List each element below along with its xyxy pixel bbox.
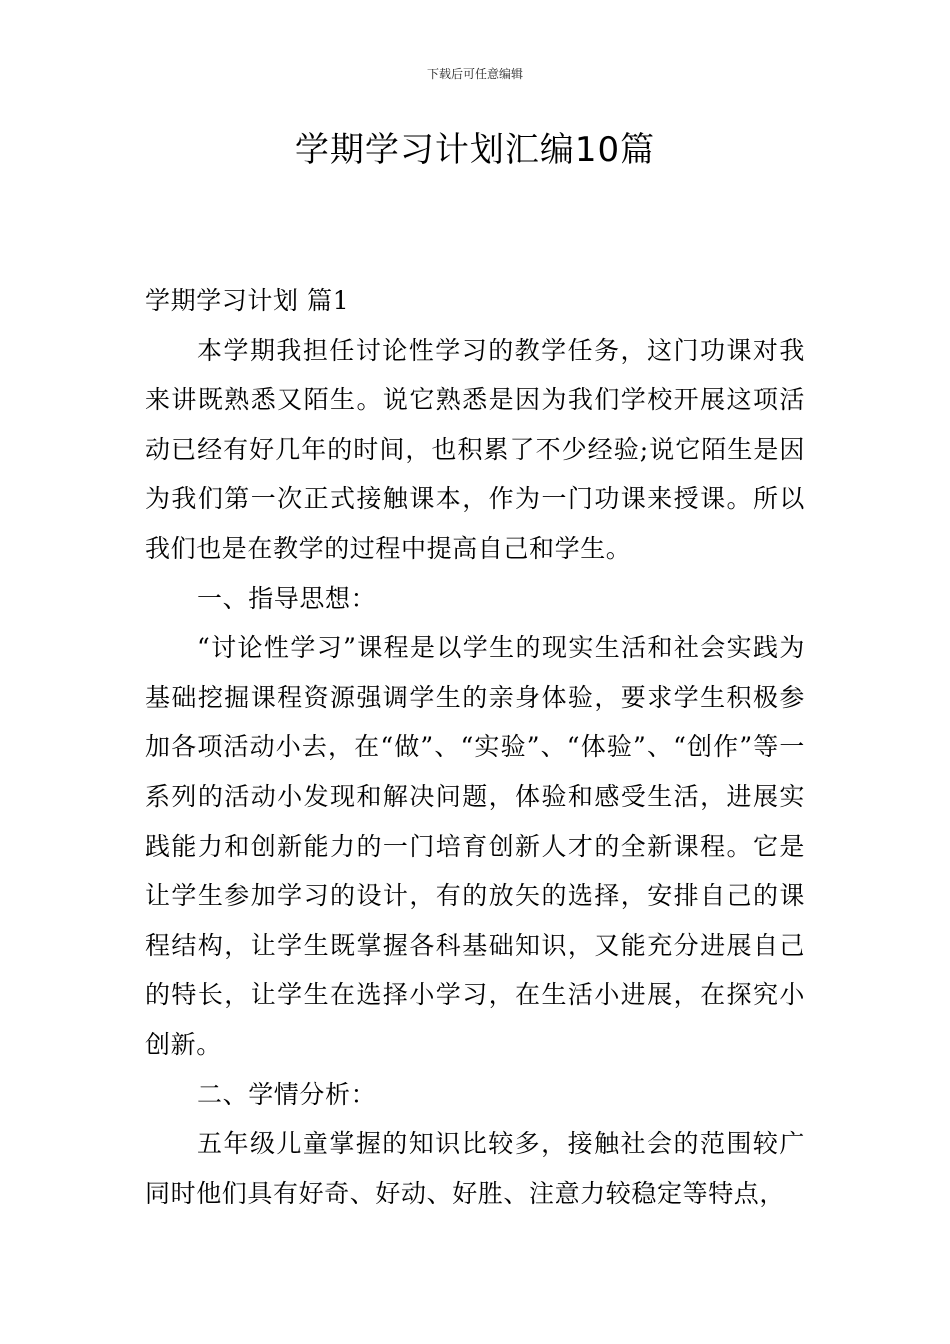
section-heading: 学期学习计划 篇1 [145, 286, 350, 315]
paragraph-student-analysis: 五年级儿童掌握的知识比较多，接触社会的范围较广同时他们具有好奇、好动、好胜、注意力较稳定等特点， [145, 1129, 805, 1208]
paragraph-guiding-thought: “讨论性学习”课程是以学生的现实生活和社会实践为基础挖掘课程资源强调学生的亲身体验，要求学生积极参加各项活动小去，在“做”、“实验”、“体验”、“创作”等一系列的活动小发现和解决问题，体验和感受生活，进展实践能力和创新能力的一门培育创新人才的全新课程。它是让学生参加学习的设计，有的放矢的选择，安排自己的课程结构，让学生既掌握各科基础知识，又能充分进展自己的特长，让学生在选择小学习，在生活小进展，在探究小创新。 [145, 633, 805, 1059]
subheading-student-analysis: 二、学情分析： [197, 1079, 377, 1109]
header-note: 下载后可任意编辑 [426, 67, 523, 81]
document-body [145, 276, 805, 1218]
document-title: 学期学习计划汇编10篇 [294, 130, 656, 170]
paragraph-intro: 本学期我担任讨论性学习的教学任务，这门功课对我来讲既熟悉又陌生。说它熟悉是因为我们学校开展这项活动已经有好几年的时间，也积累了不少经验;说它陌生是因为我们第一次正式接触课本，作为一门功课来授课。所以我们也是在教学的过程中提高自己和学生。 [145, 335, 805, 563]
subheading-guiding-thought: 一、指导思想： [197, 583, 377, 613]
